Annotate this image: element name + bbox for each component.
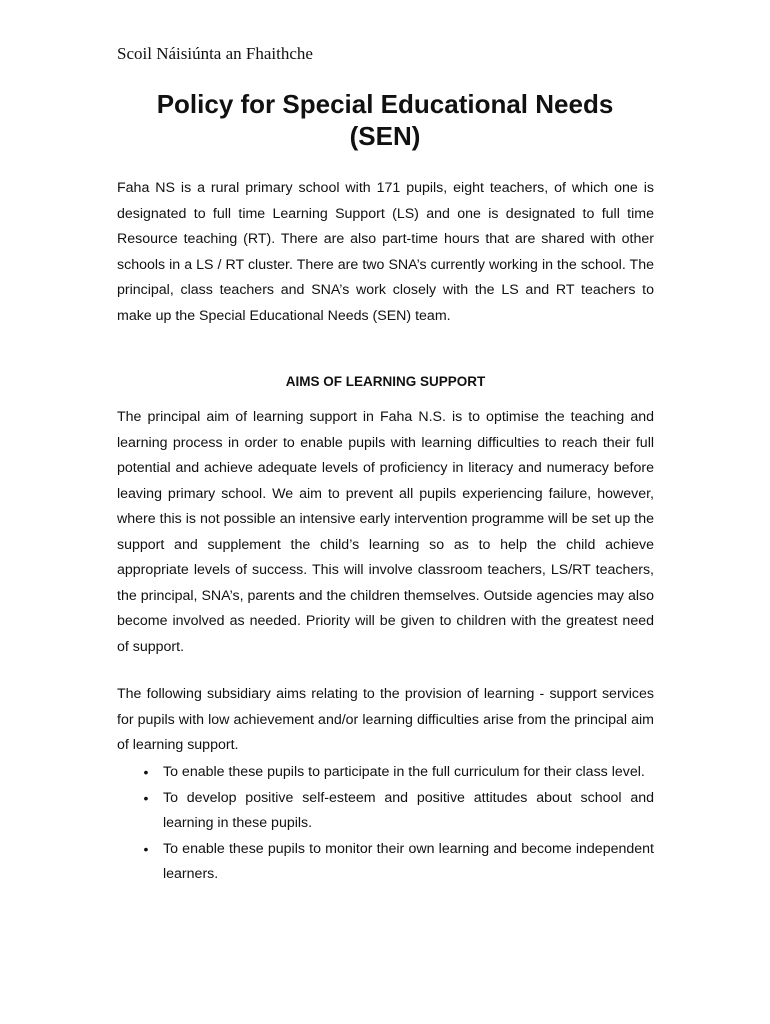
list-item xyxy=(117,837,654,888)
aims-paragraph: The principal aim of learning support in Faha N.S. is to optimise the teaching and learning process in order to enable pupils with learning difficulties to reach their full potential and achieve adequate levels of proficiency in literacy and numeracy before leaving primary school. We aim to prevent all pupils experiencing failure, however, where this is not possible an intensive early intervention programme will be set up the support and supplement the child’s learning so as to help the child achieve appropriate levels of success. This will involve classroom teachers, LS/RT teachers, the principal, SNA’s, parents and the children themselves. Outside agencies may also become involved as needed. Priority will be given to children with the greatest need of support. xyxy=(117,409,654,655)
list-item-text: To enable these pupils to monitor their own learning and become independent learners. xyxy=(163,840,654,882)
subsidiary-aims-list xyxy=(117,760,654,888)
list-item xyxy=(117,760,654,786)
intro-paragraph: Faha NS is a rural primary school with 171 pupils, eight teachers, of which one is designated to full time Learning Support (LS) and one is designated to full time Resource teaching (RT). There are also part-time hours that are shared with other schools in a LS / RT cluster. There are two SNA’s currently working in the school. The principal, class teachers and SNA’s work closely with the LS and RT teachers to make up the Special Educational Needs (SEN) team. xyxy=(117,180,654,324)
section-heading-aims: AIMS OF LEARNING SUPPORT xyxy=(285,374,486,389)
bullet-icon: • xyxy=(143,789,149,806)
list-item-text: To develop positive self-esteem and positive attitudes about school and learning in these pupils. xyxy=(163,789,654,831)
school-name-header: Scoil Náisiúnta an Fhaithche xyxy=(117,44,313,63)
subsidiary-aims-intro: The following subsidiary aims relating to the provision of learning - support services for pupils with low achievement and/or learning difficulties arise from the principal aim of learning support. xyxy=(117,686,654,753)
list-item-text: To enable these pupils to participate in the full curriculum for their class level. xyxy=(163,764,645,780)
document-title xyxy=(110,88,660,152)
bullet-icon: • xyxy=(143,840,149,857)
document-title-line-2: (SEN) xyxy=(349,121,421,151)
bullet-icon: • xyxy=(143,764,149,780)
document-title-line-1: Policy for Special Educational Needs xyxy=(156,89,614,119)
list-item xyxy=(117,786,654,837)
